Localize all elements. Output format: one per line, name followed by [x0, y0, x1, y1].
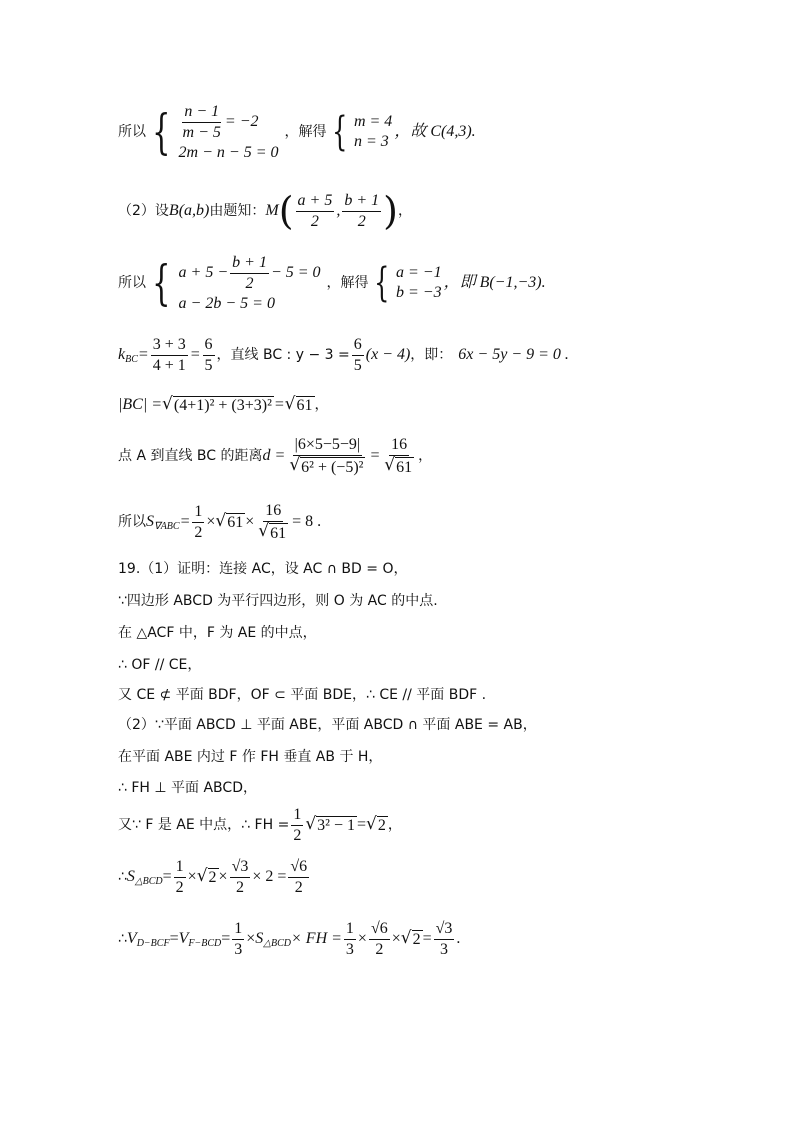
- line-midpoint: （2）设 B(a,b) 由题知： M ( $\frac{a + 5}{2}$ , $\frac{b + 1}{2}$ ) ，: [118, 189, 412, 234]
- fraction: $\frac{n - 1}{m - 5}$: [182, 103, 221, 141]
- line-area: 所以 S ∇ABC = $\frac{1}{2}$ × √ 61 × 16 √ 61 = 8 .: [118, 502, 322, 542]
- sqrt: √ (4+1)² + (3+3)²: [162, 394, 272, 414]
- sqrt: √ 2: [196, 866, 217, 887]
- equation: 2m − n − 5 = 0: [178, 144, 279, 162]
- brace-left: {: [152, 104, 171, 161]
- sqrt: √ 61: [215, 511, 244, 532]
- sqrt: √ 61: [284, 394, 313, 414]
- p19-line-6: （2）∵平面 ABCD ⊥ 平面 ABE，平面 ABCD ∩ 平面 ABE = AB，: [118, 717, 537, 733]
- brace-left: {: [152, 255, 171, 312]
- fraction: $\frac{√3}{3}$: [435, 920, 453, 958]
- line-volume: ∴ V D−BCF = V F−BCD = $\frac{1}{3}$ × S △BCD × FH = $\frac{1}{3}$ × $\frac{√6}{2}$ × √ 2 = $\frac{√3}{3}$ .: [118, 920, 461, 958]
- solution-system: m = 4 n = 3: [353, 113, 393, 151]
- line-distance: 点 A 到直线 BC 的距离 d = |6×5−5−9| √ 6² + (−5)² = 16 √ 61 ，: [118, 436, 433, 476]
- p19-line-8: ∴ FH ⊥ 平面 ABCD，: [118, 780, 257, 796]
- line-solve-c: [118, 103, 476, 161]
- p19-line-5: 又 CE ⊄ 平面 BDF，OF ⊂ 平面 BDE，∴ CE // 平面 BDF .: [118, 687, 487, 703]
- p19-line-7: 在平面 ABE 内过 F 作 FH 垂直 AB 于 H，: [118, 749, 383, 765]
- line-solve-b: 所以 { a + 5 − $\frac{b + 1}{2}$ − 5 = 0 a − 2b − 5 = 0 ，解得 { a = −1 b = −3 ，即 B(−1,−3).: [118, 254, 546, 313]
- sqrt: √ 3² − 1: [305, 814, 355, 835]
- equation-system: $\frac{n - 1}{m - 5}$ = −2 2m − n − 5 = 0: [178, 103, 279, 162]
- line-area-bcd: ∴ S △BCD = $\frac{1}{2}$ × √ 2 × $\frac{√3}{2}$ × 2 = $\frac{√6}{2}$: [118, 858, 308, 896]
- fraction: 16 √ 61: [258, 502, 287, 542]
- sqrt: √ 2: [366, 814, 386, 835]
- fraction: $\frac{1}{3}$: [234, 920, 243, 958]
- fraction: 16 √ 61: [384, 436, 413, 476]
- fraction: $\frac{1}{2}$: [175, 858, 184, 896]
- p19-line-4: ∴ OF // CE，: [118, 657, 202, 673]
- fraction: |6×5−5−9| √ 6² + (−5)²: [289, 436, 364, 476]
- fraction: $\frac{6}{5}$: [204, 336, 213, 374]
- fraction: $\frac{6}{5}$: [353, 336, 362, 374]
- line-fh: 又∵ F 是 AE 中点，∴ FH = $\frac{1}{2}$ √ 3² − 1 = √ 2 ，: [118, 806, 402, 844]
- line-slope: k BC = $\frac{3 + 3}{4 + 1}$ = $\frac{6}{5}$ ，直线 BC : y − 3 = $\frac{6}{5}$ (x − 4) ，即： 6x − 5y − 9 = 0 .: [118, 336, 569, 374]
- line-length-bc: |BC| = √ (4+1)² + (3+3)² = √ 61 ，: [118, 394, 329, 414]
- fraction: $\frac{1}{3}$: [345, 920, 354, 958]
- fraction: $\frac{3 + 3}{4 + 1}$: [152, 336, 186, 374]
- fraction: $\frac{b + 1}{2}$: [232, 254, 267, 292]
- fraction: $\frac{1}{2}$: [293, 806, 302, 844]
- text-solve: ，解得: [284, 124, 327, 141]
- conclusion: ，故 C(4,3).: [394, 123, 476, 141]
- p19-line-2: ∵四边形 ABCD 为平行四边形，则 O 为 AC 的中点.: [118, 593, 438, 609]
- text-so: 所以: [118, 124, 146, 141]
- equation-system: a + 5 − $\frac{b + 1}{2}$ − 5 = 0 a − 2b − 5 = 0: [178, 254, 321, 313]
- fraction: $\frac{b + 1}{2}$: [344, 192, 380, 230]
- sqrt: √ 2: [400, 928, 421, 949]
- fraction: $\frac{√6}{2}$: [290, 858, 308, 896]
- fraction: $\frac{√3}{2}$: [231, 858, 249, 896]
- fraction: $\frac{1}{2}$: [194, 503, 203, 541]
- fraction: $\frac{√6}{2}$: [370, 920, 388, 958]
- fraction: $\frac{a + 5}{2}$: [297, 192, 333, 230]
- brace-left: {: [331, 109, 347, 156]
- p19-line-3: 在 △ACF 中，F 为 AE 的中点，: [118, 625, 317, 641]
- solution-system: a = −1 b = −3: [395, 264, 442, 302]
- brace-left: {: [373, 260, 389, 307]
- p19-line-1: 19.（1）证明：连接 AC，设 AC ∩ BD = O，: [118, 561, 408, 577]
